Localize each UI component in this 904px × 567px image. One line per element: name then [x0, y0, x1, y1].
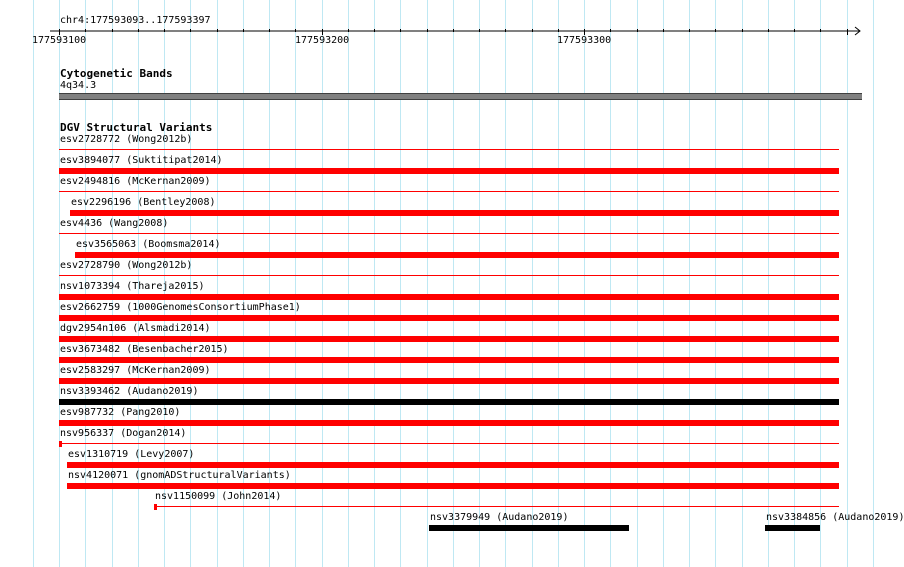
gridline	[532, 0, 533, 567]
cytoband-track-title: Cytogenetic Bands	[60, 67, 173, 80]
gridline	[847, 0, 848, 567]
dgv-feature-label[interactable]: nsv1073394 (Thareja2015)	[60, 281, 205, 292]
ruler-tick	[663, 29, 664, 32]
ruler-tick	[847, 29, 848, 35]
gridline	[584, 0, 585, 567]
ruler-tick	[138, 29, 139, 32]
ruler-tick	[243, 29, 244, 32]
dgv-feature-label[interactable]: esv2494816 (McKernan2009)	[60, 176, 211, 187]
dgv-feature-bar[interactable]	[59, 168, 839, 174]
gridline	[427, 0, 428, 567]
dgv-feature-label[interactable]: nsv1150099 (John2014)	[155, 491, 282, 502]
ruler-tick-label: 177593300	[557, 35, 612, 46]
gridline	[33, 0, 34, 567]
dgv-feature-line[interactable]	[154, 506, 839, 507]
ruler-tick-label: 177593100	[32, 35, 87, 46]
gridline	[794, 0, 795, 567]
dgv-feature-bar[interactable]	[67, 462, 839, 468]
ruler-tick	[505, 29, 506, 32]
dgv-feature-bar[interactable]	[70, 210, 839, 216]
ruler-tick	[400, 29, 401, 32]
dgv-feature-label[interactable]: esv4436 (Wang2008)	[60, 218, 169, 229]
dgv-feature-label[interactable]: esv2728772 (Wong2012b)	[60, 134, 193, 145]
dgv-feature-line[interactable]	[59, 443, 839, 444]
gridline	[663, 0, 664, 567]
gridline	[479, 0, 480, 567]
ruler-tick	[269, 29, 270, 32]
dgv-feature-bar[interactable]	[429, 525, 629, 531]
dgv-feature-label[interactable]: dgv2954n106 (Alsmadi2014)	[60, 323, 211, 334]
ruler-locus-label: chr4:177593093..177593397	[60, 15, 211, 26]
ruler-tick	[217, 29, 218, 32]
dgv-feature-label[interactable]: esv987732 (Pang2010)	[60, 407, 181, 418]
dgv-feature-bar[interactable]	[59, 420, 839, 426]
dgv-feature-bar[interactable]	[75, 252, 839, 258]
ruler-tick	[164, 29, 165, 32]
ruler-tick	[348, 29, 349, 32]
dgv-feature-label[interactable]: nsv4120071 (gnomADStructuralVariants)	[68, 470, 291, 481]
dgv-feature-bar[interactable]	[59, 399, 839, 405]
ruler-tick	[427, 29, 428, 32]
dgv-feature-bar[interactable]	[59, 441, 62, 447]
ruler-tick-label: 177593200	[295, 35, 350, 46]
gridline	[348, 0, 349, 567]
ruler-tick	[479, 29, 480, 32]
ruler-tick	[820, 29, 821, 32]
dgv-feature-label[interactable]: esv3894077 (Suktitipat2014)	[60, 155, 223, 166]
gridline	[637, 0, 638, 567]
dgv-feature-label[interactable]: esv1310719 (Levy2007)	[68, 449, 195, 460]
ruler-tick	[374, 29, 375, 32]
dgv-feature-bar[interactable]	[154, 504, 157, 510]
dgv-feature-label[interactable]: esv3673482 (Besenbacher2015)	[60, 344, 229, 355]
dgv-feature-label[interactable]: nsv3393462 (Audano2019)	[60, 386, 199, 397]
gridline	[400, 0, 401, 567]
dgv-feature-bar[interactable]	[59, 191, 839, 192]
cytoband-bar[interactable]	[59, 93, 862, 100]
gridline	[820, 0, 821, 567]
ruler-tick	[794, 29, 795, 32]
dgv-track-title: DGV Structural Variants	[60, 121, 213, 134]
ruler-tick	[190, 29, 191, 32]
dgv-feature-bar[interactable]	[67, 483, 839, 489]
gridline	[374, 0, 375, 567]
ruler-tick	[768, 29, 769, 32]
ruler-tick	[295, 29, 296, 32]
dgv-feature-label[interactable]: esv3565063 (Boomsma2014)	[76, 239, 221, 250]
gridline	[873, 0, 874, 567]
gridline	[453, 0, 454, 567]
dgv-feature-label[interactable]: nsv3379949 (Audano2019)	[430, 512, 569, 523]
ruler-tick	[112, 29, 113, 32]
cytoband-label[interactable]: 4q34.3	[60, 80, 97, 91]
dgv-feature-label[interactable]: esv2296196 (Bentley2008)	[71, 197, 216, 208]
dgv-feature-bar[interactable]	[59, 315, 839, 321]
gridline	[689, 0, 690, 567]
dgv-feature-bar[interactable]	[59, 294, 839, 300]
ruler-tick	[532, 29, 533, 32]
dgv-feature-bar[interactable]	[59, 336, 839, 342]
gridline	[768, 0, 769, 567]
ruler-arrow-line	[50, 26, 870, 36]
ruler-tick	[85, 29, 86, 32]
dgv-feature-bar[interactable]	[765, 525, 820, 531]
dgv-feature-bar[interactable]	[59, 378, 839, 384]
ruler-tick	[637, 29, 638, 32]
dgv-feature-bar[interactable]	[59, 149, 839, 150]
ruler-tick	[742, 29, 743, 32]
dgv-feature-bar[interactable]	[59, 275, 839, 276]
gridline	[295, 0, 296, 567]
dgv-feature-bar[interactable]	[59, 357, 839, 363]
ruler-tick	[558, 29, 559, 32]
ruler-tick	[689, 29, 690, 32]
gridline	[505, 0, 506, 567]
gridline	[715, 0, 716, 567]
gridline	[610, 0, 611, 567]
gridline	[558, 0, 559, 567]
dgv-feature-label[interactable]: nsv956337 (Dogan2014)	[60, 428, 187, 439]
dgv-feature-bar[interactable]	[59, 233, 839, 234]
gridline	[322, 0, 323, 567]
ruler-tick	[610, 29, 611, 32]
dgv-feature-label[interactable]: esv2583297 (McKernan2009)	[60, 365, 211, 376]
gridline	[742, 0, 743, 567]
ruler-tick	[715, 29, 716, 32]
dgv-feature-label[interactable]: esv2728790 (Wong2012b)	[60, 260, 193, 271]
dgv-feature-label[interactable]: nsv3384856 (Audano2019)	[766, 512, 904, 523]
ruler-tick	[453, 29, 454, 32]
dgv-feature-label[interactable]: esv2662759 (1000GenomesConsortiumPhase1)	[60, 302, 301, 313]
